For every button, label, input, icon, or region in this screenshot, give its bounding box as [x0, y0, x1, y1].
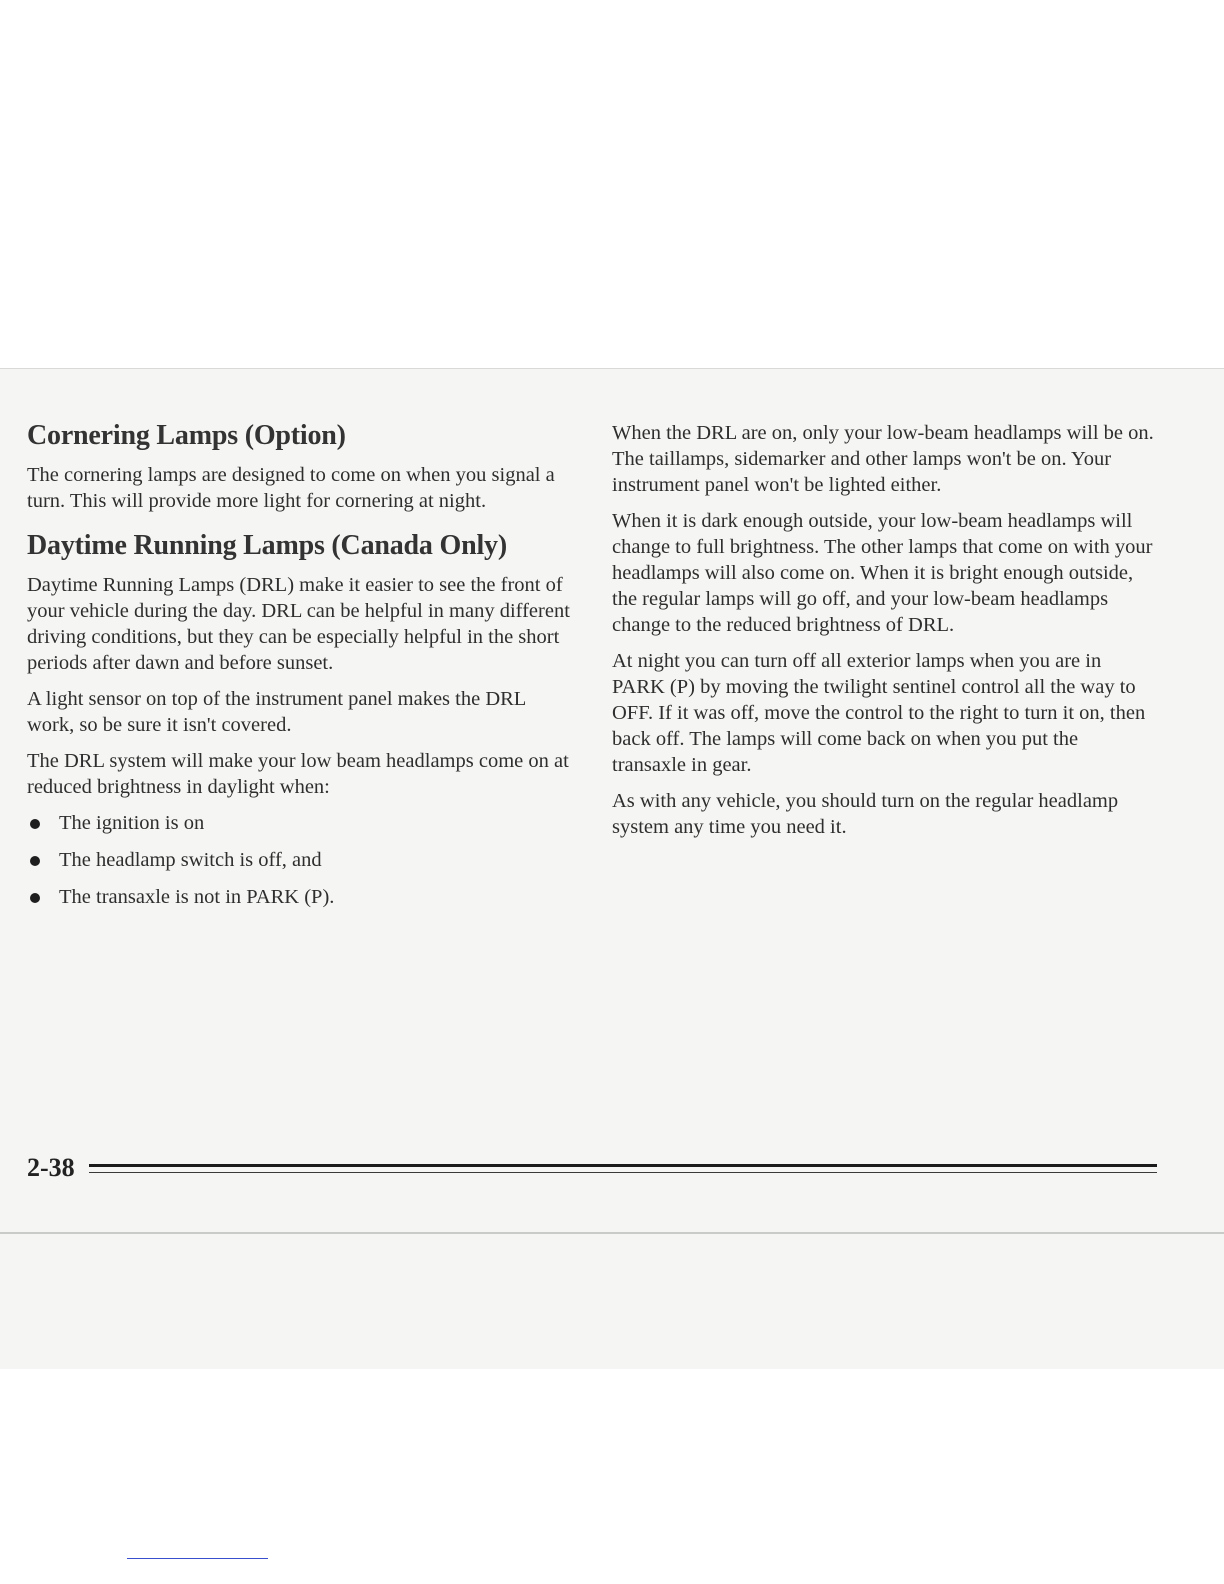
paragraph-cornering-lamps: The cornering lamps are designed to come on when you signal a turn. This will provide more light for cornering at night.: [27, 464, 555, 512]
bullet-icon: [30, 819, 40, 829]
list-item: [27, 810, 572, 836]
paragraph-dark-outside: When it is dark enough outside, your low-beam headlamps will change to full brightness. The other lamps that come on with your headlamps will also come on. When it is bright enough outside, the regular lamps will go off, and your low-beam headlamps change to the reduced brightness of DRL.: [612, 510, 1153, 636]
footer-rule-thin: [89, 1172, 1157, 1173]
bullet-icon: [30, 893, 40, 903]
paragraph-regular-headlamp: As with any vehicle, you should turn on the regular headlamp system any time you need it.: [612, 790, 1119, 838]
paragraph-drl-on: When the DRL are on, only your low-beam headlamps will be on. The taillamps, sidemarker and other lamps won't be on. Your instrument panel won't be lighted either.: [612, 422, 1154, 496]
paragraph-drl-intro: Daytime Running Lamps (DRL) make it easier to see the front of your vehicle during the day. DRL can be helpful in many different driving conditions, but they can be especially helpful in the short periods after dawn and before sunset.: [27, 574, 570, 674]
list-item: [27, 884, 572, 910]
footer-rule-thick: [89, 1164, 1157, 1167]
paragraph-drl-sensor: A light sensor on top of the instrument panel makes the DRL work, so be sure it isn't covered.: [27, 688, 526, 736]
heading-cornering-lamps: Cornering Lamps (Option): [27, 420, 346, 451]
page-number: 2-38: [27, 1153, 75, 1182]
page-footer: [27, 1153, 1157, 1183]
drl-conditions-list: [27, 810, 572, 910]
bullet-icon: [30, 856, 40, 866]
list-item-text: The headlamp switch is off, and: [59, 849, 322, 871]
list-item: [27, 847, 572, 873]
band-bottom-divider: [0, 1232, 1224, 1234]
list-item-text: The transaxle is not in PARK (P).: [59, 886, 335, 908]
paragraph-drl-system: The DRL system will make your low beam headlamps come on at reduced brightness in daylight when:: [27, 750, 569, 798]
bottom-link-underline: [127, 1558, 268, 1559]
right-column: [612, 420, 1157, 850]
paragraph-night-park: At night you can turn off all exterior lamps when you are in PARK (P) by moving the twilight sentinel control all the way to OFF. If it was off, move the control to the right to turn it on, then back off. The lamps will come back on when you put the transaxle in gear.: [612, 650, 1146, 776]
heading-daytime-running-lamps: Daytime Running Lamps (Canada Only): [27, 530, 507, 561]
left-column: [27, 420, 572, 921]
list-item-text: The ignition is on: [59, 812, 205, 834]
